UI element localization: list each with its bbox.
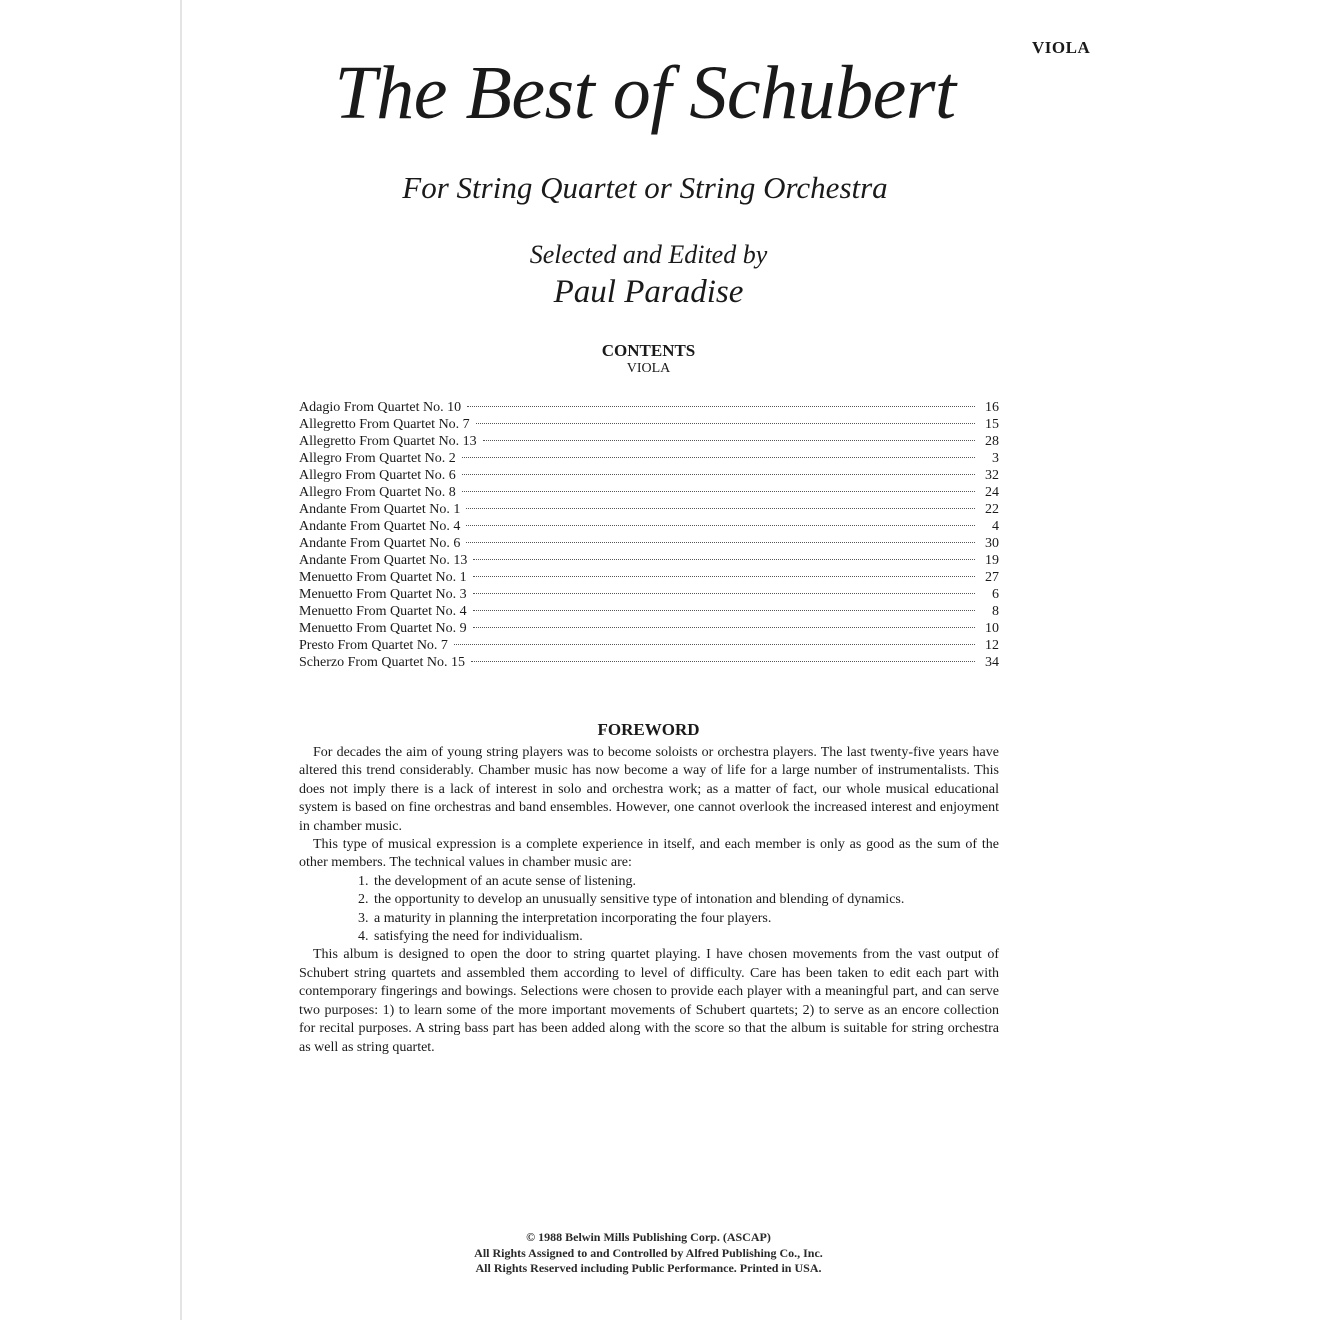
toc-title: Menuetto From Quartet No. 3 bbox=[299, 587, 467, 602]
instrument-label: VIOLA bbox=[1032, 38, 1091, 57]
toc-row bbox=[299, 450, 999, 467]
toc-dot-leader bbox=[462, 457, 975, 458]
contents-heading: CONTENTS bbox=[601, 341, 696, 360]
technical-values-list bbox=[299, 873, 999, 947]
toc-row bbox=[299, 416, 999, 433]
toc-row bbox=[299, 399, 999, 416]
toc-row bbox=[299, 467, 999, 484]
toc-dot-leader bbox=[462, 491, 975, 492]
toc-row bbox=[299, 603, 999, 620]
copyright-line: All Rights Reserved including Public Performance. Printed in USA. bbox=[475, 1261, 822, 1275]
toc-dot-leader bbox=[473, 610, 975, 611]
toc-page-number: 10 bbox=[985, 621, 999, 636]
toc-page-number: 3 bbox=[992, 451, 999, 466]
toc-page-number: 30 bbox=[985, 536, 999, 551]
toc-page-number: 22 bbox=[985, 502, 999, 517]
toc-dot-leader bbox=[473, 576, 975, 577]
toc-page-number: 4 bbox=[992, 519, 999, 534]
toc-row bbox=[299, 654, 999, 671]
toc-dot-leader bbox=[466, 542, 975, 543]
copyright-line: © 1988 Belwin Mills Publishing Corp. (ASCAP) bbox=[526, 1230, 771, 1244]
copyright-line: All Rights Assigned to and Controlled by Alfred Publishing Co., Inc. bbox=[474, 1245, 823, 1260]
toc-row bbox=[299, 501, 999, 518]
toc-page-number: 12 bbox=[985, 638, 999, 653]
toc-page-number: 16 bbox=[985, 400, 999, 415]
edited-by-label: Selected and Edited by bbox=[529, 240, 768, 269]
foreword-paragraph: This type of musical expression is a complete experience in itself, and each member is only as good as the sum of the other members. The technical values in chamber music are: bbox=[299, 837, 999, 871]
toc-title: Allegro From Quartet No. 2 bbox=[299, 451, 456, 466]
toc-page-number: 34 bbox=[985, 655, 999, 670]
editor-name: Paul Paradise bbox=[553, 274, 744, 310]
toc-dot-leader bbox=[454, 644, 975, 645]
toc-row bbox=[299, 433, 999, 450]
toc-title: Allegro From Quartet No. 8 bbox=[299, 485, 456, 500]
toc-dot-leader bbox=[476, 423, 975, 424]
page-title: The Best of Schubert bbox=[334, 51, 956, 135]
toc-dot-leader bbox=[462, 474, 975, 475]
list-item: 1. the development of an acute sense of listening. bbox=[372, 873, 999, 891]
toc-title: Andante From Quartet No. 13 bbox=[299, 553, 468, 568]
toc-dot-leader bbox=[467, 406, 975, 407]
toc-title: Adagio From Quartet No. 10 bbox=[299, 400, 462, 415]
toc-dot-leader bbox=[471, 661, 975, 662]
toc-page-number: 32 bbox=[985, 468, 999, 483]
toc-dot-leader bbox=[473, 559, 975, 560]
toc-dot-leader bbox=[466, 508, 975, 509]
toc-row bbox=[299, 518, 999, 535]
toc-row bbox=[299, 535, 999, 552]
toc-title: Andante From Quartet No. 1 bbox=[299, 502, 461, 517]
toc-dot-leader bbox=[473, 593, 975, 594]
toc-page-number: 27 bbox=[985, 570, 999, 585]
toc-page-number: 19 bbox=[985, 553, 999, 568]
toc-row bbox=[299, 484, 999, 501]
foreword-heading: FOREWORD bbox=[597, 720, 700, 739]
toc-page-number: 15 bbox=[985, 417, 999, 432]
toc-row bbox=[299, 552, 999, 569]
foreword-paragraph: For decades the aim of young string players was to become soloists or orchestra players. The last twenty-five years have altered this trend considerably. Chamber music has now become a way of life for a large number of instrumentalists. This does not imply there is a lack of interest in solo and orchestra work; as a matter of fact, our whole musical educational system is based on fine orchestras and band ensembles. However, one cannot overlook the increased interest and enjoyment in chamber music. bbox=[299, 745, 999, 834]
toc-title: Allegro From Quartet No. 6 bbox=[299, 468, 456, 483]
toc-page-number: 24 bbox=[985, 485, 999, 500]
toc-dot-leader bbox=[473, 627, 975, 628]
toc-title: Andante From Quartet No. 4 bbox=[299, 519, 461, 534]
list-item: 3. a maturity in planning the interpretation incorporating the four players. bbox=[372, 910, 999, 928]
toc-title: Allegretto From Quartet No. 13 bbox=[299, 434, 477, 449]
toc-page-number: 8 bbox=[992, 604, 999, 619]
toc-title: Andante From Quartet No. 6 bbox=[299, 536, 461, 551]
toc-title: Scherzo From Quartet No. 15 bbox=[299, 655, 466, 670]
toc-title: Menuetto From Quartet No. 9 bbox=[299, 621, 467, 636]
toc-page-number: 6 bbox=[992, 587, 999, 602]
toc-title: Menuetto From Quartet No. 1 bbox=[299, 570, 467, 585]
page-subtitle: For String Quartet or String Orchestra bbox=[402, 170, 888, 205]
toc-dot-leader bbox=[466, 525, 975, 526]
list-item: 4. satisfying the need for individualism. bbox=[372, 928, 999, 946]
toc-title: Menuetto From Quartet No. 4 bbox=[299, 604, 467, 619]
contents-instrument: VIOLA bbox=[626, 361, 671, 376]
toc-row bbox=[299, 569, 999, 586]
copyright-notice bbox=[0, 1230, 1297, 1277]
toc-row bbox=[299, 586, 999, 603]
toc-row bbox=[299, 620, 999, 637]
toc-title: Allegretto From Quartet No. 7 bbox=[299, 417, 470, 432]
foreword-body bbox=[299, 744, 999, 1057]
toc-dot-leader bbox=[483, 440, 975, 441]
toc-row bbox=[299, 637, 999, 654]
list-item: 2. the opportunity to develop an unusually sensitive type of intonation and blending of dynamics. bbox=[372, 891, 999, 909]
toc-title: Presto From Quartet No. 7 bbox=[299, 638, 448, 653]
table-of-contents bbox=[299, 399, 999, 671]
foreword-paragraph: This album is designed to open the door to string quartet playing. I have chosen movements from the vast output of Schubert string quartets and assembled them according to level of difficulty. Care has been taken to edit each part with contemporary fingerings and bowings. Selections were chosen to provide each player with a meaningful part, and can serve two purposes: 1) to learn some of the more important movements of Schubert quartets; 2) to serve as an encore collection for recital purposes. A string bass part has been added along with the score so that the album is suitable for string orchestra as well as string quartet. bbox=[299, 947, 999, 1055]
toc-page-number: 28 bbox=[985, 434, 999, 449]
